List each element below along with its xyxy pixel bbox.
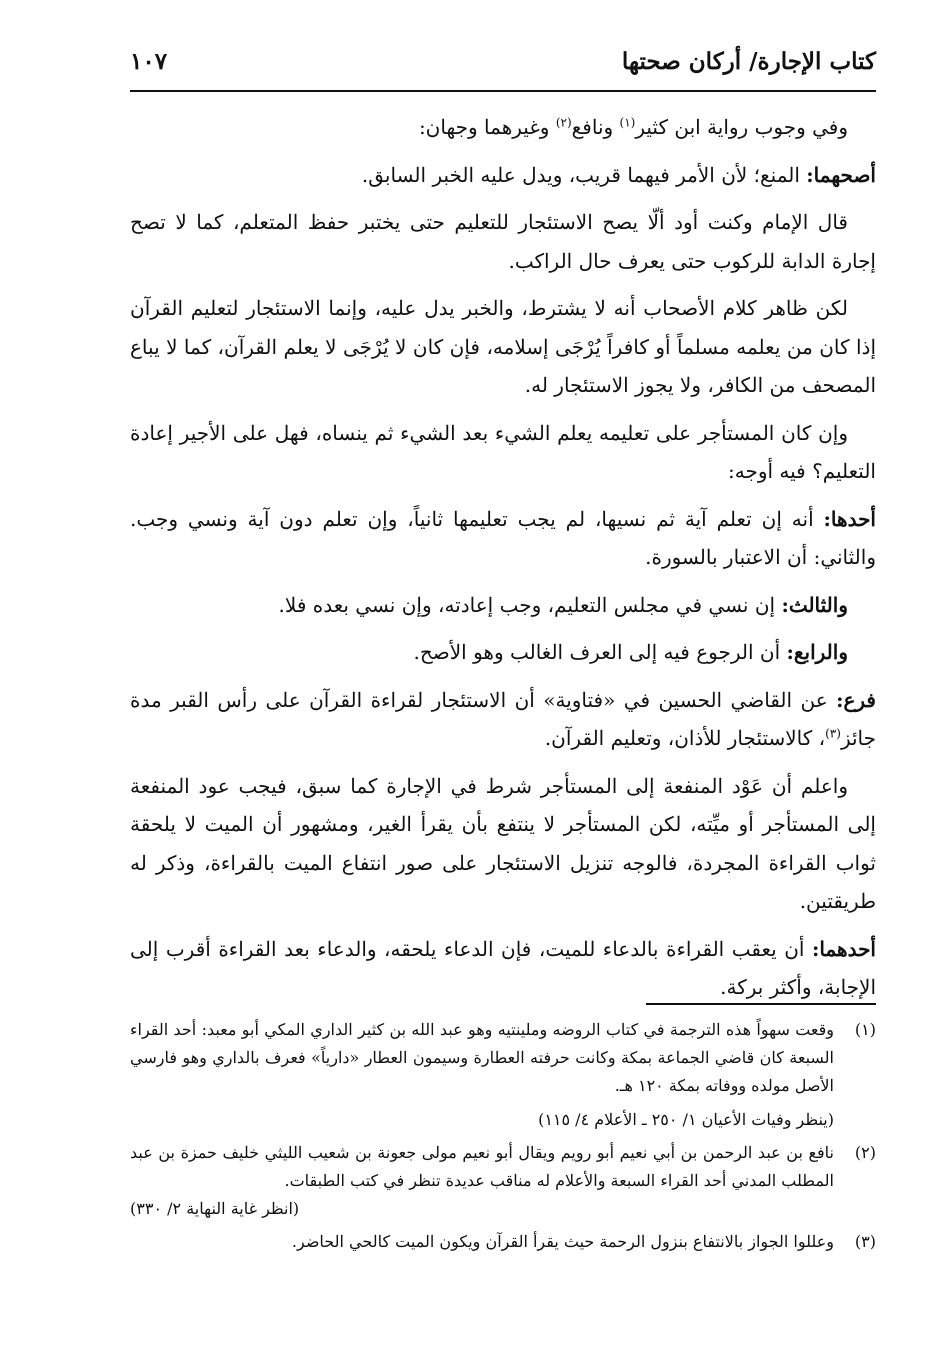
running-title: كتاب الإجارة/ أركان صحتها	[621, 48, 876, 75]
paragraph-lead: والثالث:	[781, 592, 848, 617]
footnote-reference: (ينظر وفيات الأعيان ١/ ٢٥٠ ـ الأعلام ٤/ ١١٥)	[538, 1110, 834, 1129]
paragraph: والثالث: إن نسي في مجلس التعليم، وجب إعادته، وإن نسي بعده فلا.	[278, 592, 848, 617]
paragraph: وإن كان المستأجر على تعليمه يعلم الشيء بعد الشيء ثم ينساه، فهل على الأجير إعادة التعليم؟ فيه أوجه:	[130, 420, 876, 483]
footnote-number: (٢)	[854, 1143, 876, 1162]
paragraph-lead: أحدهما:	[811, 936, 876, 961]
footnote-number: (٣)	[854, 1232, 876, 1251]
footnote-marker[interactable]: (٣)	[825, 726, 841, 741]
paragraph-lead: والرابع:	[786, 640, 848, 664]
paragraph: واعلم أن عَوْد المنفعة إلى المستأجر شرط في الإجارة كما سبق، فيجب عود المنفعة إلى المستأجر أو ميِّته، لكن المستأجر لا ينتفع بأن يقرأ الغير، ومشهور أن الميت لا يلحقة ثواب القراءة المجردة، فالوجه تنزيل الاستئجار على صور انتفاع الميت بالقراءة، وذكر له طريقتين.	[130, 773, 876, 913]
footnote-divider	[646, 1003, 876, 1005]
paragraph: قال الإمام وكنت أود ألّا يصح الاستئجار للتعليم حتى يختبر حفظ المتعلم، كما لا تصح إجارة الدابة للركوب حتى يعرف حال الراكب.	[130, 210, 876, 273]
paragraph: لكن ظاهر كلام الأصحاب أنه لا يشترط، والخبر يدل عليه، وإنما الاستئجار لتعليم القرآن إذا كان من يعلمه مسلماً أو كافراً يُرْجَى إسلامه، فإن كان لا يُرْجَى لا يعلم القرآن، كما لا يباع المصحف من الكافر، ولا يجوز الاستئجار له.	[130, 296, 876, 397]
paragraph: وفي وجوب رواية ابن كثير$^{(١)}$ ونافع$^{(٢)}$ وغيرهما وجهان:	[418, 115, 848, 139]
paragraph-lead: أحدها:	[823, 506, 876, 531]
paragraph: أحدها: أنه إن تعلم آية ثم نسيها، لم يجب تعليمها ثانياً، وإن تعلم دون آية ونسي وجب. والثاني: أن الاعتبار بالسورة.	[130, 506, 876, 569]
footnote-text: وقعت سهواً هذه الترجمة في كتاب الروضه وملينتيه وهو عبد الله بن كثير الداري المكي أبو معبد: أحد القراء السبعة كان قاضي الجماعة بمكة وكانت حرفته العطارة وسيمون العطار «دارياً» فعرف بالداري وهو فارسي الأصل مولده ووفاته بمكة ١٢٠ هـ.	[130, 1020, 834, 1095]
main-text	[130, 108, 876, 1016]
footnote-marker[interactable]: (١)	[619, 115, 636, 130]
footnote-number: (١)	[854, 1020, 876, 1039]
footnote	[130, 1016, 876, 1134]
footnotes	[130, 1016, 876, 1261]
paragraph: فرع: عن القاضي الحسين في «فتاوية» أن الاستئجار لقراءة القرآن على رأس القبر مدة جائز$^{(٣)}$، كالاستئجار للأذان، وتعليم القرآن.	[130, 687, 876, 750]
paragraph: والرابع: أن الرجوع فيه إلى العرف الغالب وهو الأصح.	[413, 640, 848, 664]
footnote-marker[interactable]: (٢)	[555, 115, 572, 130]
paragraph-lead: فرع:	[836, 687, 876, 712]
footnote-text: وعللوا الجواز بالانتفاع بنزول الرحمة حيث يقرأ القرآن ويكون الميت كالحي الحاضر.	[291, 1232, 834, 1251]
footnote	[130, 1228, 876, 1256]
page-header	[130, 40, 876, 92]
footnote-reference: (انظر غاية النهاية ٢/ ٣٣٠)	[130, 1199, 300, 1218]
paragraph-lead: أصحهما:	[806, 162, 876, 187]
footnote	[130, 1139, 876, 1223]
footnote-text: نافع بن عبد الرحمن بن أبي نعيم أبو رويم ويقال أبو نعيم مولى جعونة بن شعيب الليثي خليف حمزة بن عبد المطلب المدني أحد القراء السبعة والأعلام له مناقب عديدة تنظر في كتب الطبقات.	[130, 1143, 834, 1190]
page-number: ١٠٧	[130, 48, 168, 75]
paragraph: أحدهما: أن يعقب القراءة بالدعاء للميت، فإن الدعاء يلحقه، والدعاء بعد القراءة أقرب إلى الإجابة، وأكثر بركة.	[130, 936, 876, 999]
paragraph: أصحهما: المنع؛ لأن الأمر فيهما قريب، ويدل عليه الخبر السابق.	[361, 162, 876, 187]
